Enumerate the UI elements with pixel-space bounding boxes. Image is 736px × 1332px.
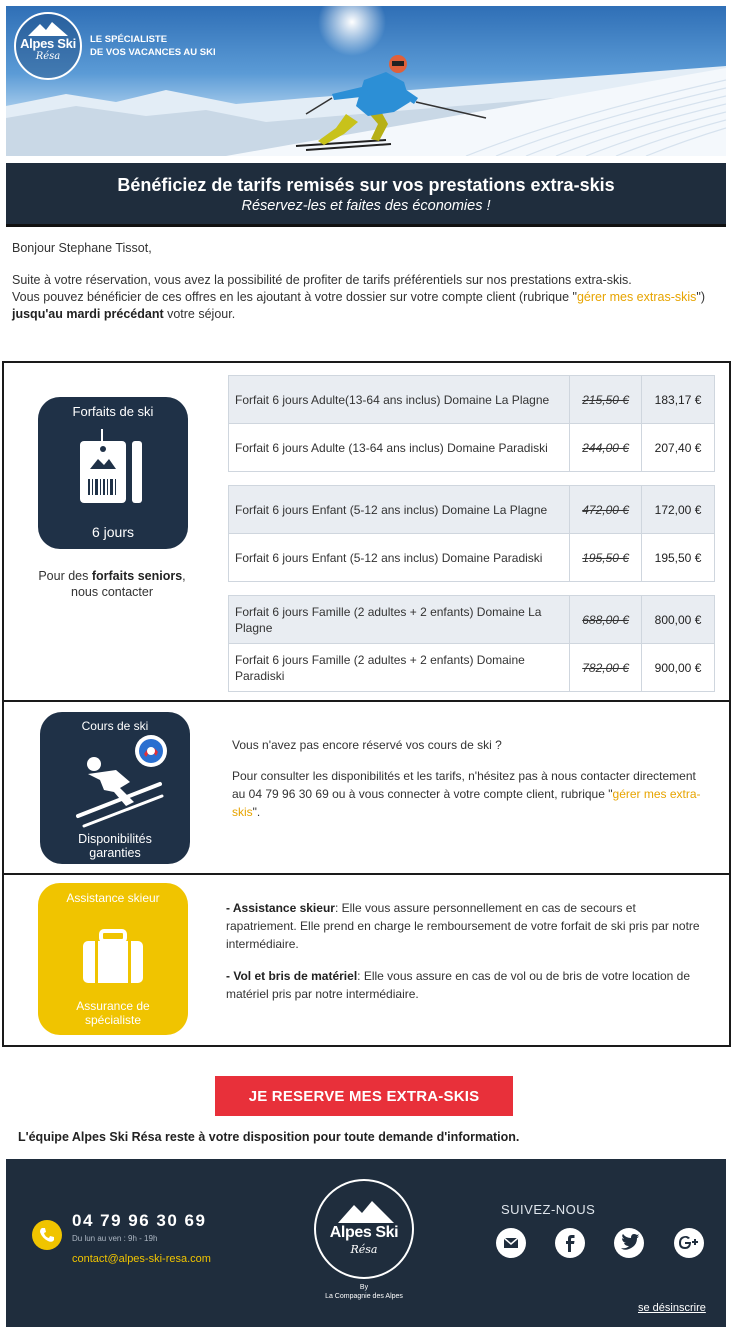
cours-text xyxy=(232,736,702,821)
assistance-tile-sub xyxy=(38,999,188,1027)
old-price: 688,00 € xyxy=(570,596,642,644)
cours-body-a: Pour consulter les disponibilités et les tarifs, n'hésitez pas à nous contacter directement au 04 79 96 30 69 ou à vous connecter à votre compte client, rubrique " xyxy=(232,769,696,801)
price-table-child xyxy=(228,485,715,582)
intro-p1-text: Suite à votre réservation, vous avez la possibilité de profiter de tarifs préférentiels sur nos prestations extra-skis. xyxy=(12,273,632,287)
intro-paragraph-1 xyxy=(12,272,716,289)
cours-tile-sub xyxy=(40,832,190,860)
forfaits-tile xyxy=(38,397,188,549)
intro-text xyxy=(12,240,716,338)
table-row[interactable] xyxy=(229,534,715,582)
tagline xyxy=(90,33,216,59)
assistance-sub-1: Assurance de xyxy=(76,999,150,1013)
cours-question: Vous n'avez pas encore réservé vos cours de ski ? xyxy=(232,738,502,752)
cours-tile xyxy=(40,712,190,864)
old-price: 195,50 € xyxy=(570,534,642,582)
mountain-icon xyxy=(338,1201,394,1223)
product-name: Forfait 6 jours Adulte (13-64 ans inclus) Domaine Paradiski xyxy=(229,424,570,472)
brand-logo[interactable] xyxy=(14,12,82,80)
by-label: By xyxy=(359,1284,369,1291)
footer-email-link[interactable]: contact@alpes-ski-resa.com xyxy=(72,1253,211,1265)
assistance-p2-text: : Elle vous assure en cas de vol ou de bris de votre location de matériel pris par notre intermédiaire. xyxy=(226,969,691,1001)
table-row[interactable] xyxy=(229,644,715,692)
note-seniors: forfaits seniors xyxy=(91,569,183,583)
hero-banner xyxy=(6,6,726,156)
banner-subtitle: Réservez-les et faites des économies ! xyxy=(241,198,491,214)
email-icon[interactable] xyxy=(496,1228,526,1258)
tagline-line-1: LE SPÉCIALISTE xyxy=(90,34,168,45)
note-a: Pour des xyxy=(38,569,92,583)
unsubscribe-link[interactable]: se désinscrire xyxy=(638,1302,706,1314)
ski-hero-image xyxy=(6,6,726,156)
table-row[interactable] xyxy=(229,376,715,424)
manage-extras-link[interactable]: gérer mes extras-skis xyxy=(576,290,697,304)
cours-sub-1: Disponibilités xyxy=(78,832,152,846)
note-b: , xyxy=(182,569,186,583)
cours-body-b: ". xyxy=(252,805,261,819)
footer-logo-subtext: Résa xyxy=(350,1243,378,1256)
facebook-icon[interactable] xyxy=(555,1228,585,1258)
new-price: 172,00 € xyxy=(642,486,715,534)
assistance-p1-title: - Assistance skieur xyxy=(226,901,335,915)
intro-paragraph-2 xyxy=(12,289,716,323)
assistance-text xyxy=(226,899,706,1003)
logo-subtext: Résa xyxy=(35,51,61,62)
intro-p2-b: ") xyxy=(696,290,706,304)
assistance-p2-title: - Vol et bris de matériel xyxy=(226,969,358,983)
footer-logo-text: Alpes Ski xyxy=(329,1224,399,1241)
new-price: 800,00 € xyxy=(642,596,715,644)
note-contact: nous contacter xyxy=(71,585,153,599)
assistance-tile xyxy=(38,883,188,1035)
price-table-family xyxy=(228,595,715,692)
seniors-note xyxy=(22,568,202,600)
product-name: Forfait 6 jours Adulte(13-64 ans inclus) Domaine La Plagne xyxy=(229,376,570,424)
assistance-sub-2: spécialiste xyxy=(84,1013,142,1027)
skier-icon xyxy=(74,750,164,830)
logo-text: Alpes Ski xyxy=(20,36,76,51)
intro-p2-c: votre séjour. xyxy=(163,307,236,321)
price-table-adult xyxy=(228,375,715,472)
product-name: Forfait 6 jours Famille (2 adultes + 2 enfants) Domaine Paradiski xyxy=(229,644,570,692)
suitcase-icon xyxy=(81,929,145,985)
table-row[interactable] xyxy=(229,486,715,534)
table-row[interactable] xyxy=(229,424,715,472)
assistance-tile-title: Assistance skieur xyxy=(66,891,160,905)
forfaits-section xyxy=(2,361,731,702)
tagline-line-2: DE VOS VACANCES AU SKI xyxy=(90,47,216,58)
assistance-section xyxy=(2,875,731,1047)
intro-p2-a: Vous pouvez bénéficier de ces offres en les ajoutant à votre dossier sur votre compte client (rubrique " xyxy=(12,290,577,304)
old-price: 472,00 € xyxy=(570,486,642,534)
phone-icon xyxy=(32,1220,62,1250)
old-price: 244,00 € xyxy=(570,424,642,472)
new-price: 207,40 € xyxy=(642,424,715,472)
footer-logo[interactable] xyxy=(314,1179,414,1279)
forfaits-tile-title: Forfaits de ski xyxy=(72,404,154,419)
promo-banner xyxy=(6,163,726,227)
greeting: Bonjour Stephane Tissot, xyxy=(12,241,152,255)
manage-extras-link-2[interactable]: gérer mes extra-skis xyxy=(232,787,701,819)
product-name: Forfait 6 jours Enfant (5-12 ans inclus) Domaine Paradiski xyxy=(229,534,570,582)
team-message: L'équipe Alpes Ski Résa reste à votre disposition pour toute demande d'information. xyxy=(18,1130,520,1144)
new-price: 195,50 € xyxy=(642,534,715,582)
table-row[interactable] xyxy=(229,596,715,644)
old-price: 215,50 € xyxy=(570,376,642,424)
assistance-para-2 xyxy=(226,967,706,1003)
banner-title: Bénéficiez de tarifs remisés sur vos prestations extra-skis xyxy=(117,175,615,195)
forfaits-duration: 6 jours xyxy=(91,524,135,540)
cours-sub-2: garanties xyxy=(89,846,141,860)
product-name: Forfait 6 jours Famille (2 adultes + 2 enfants) Domaine La Plagne xyxy=(229,596,570,644)
intro-deadline: jusqu'au mardi précédant xyxy=(12,307,164,321)
footer xyxy=(6,1159,726,1327)
cours-body xyxy=(232,767,702,821)
parent-company: La Compagnie des Alpes xyxy=(325,1293,403,1300)
reserve-extras-button[interactable]: JE RESERVE MES EXTRA-SKIS xyxy=(215,1076,513,1116)
cours-section xyxy=(2,702,731,875)
cours-tile-title: Cours de ski xyxy=(81,719,149,733)
footer-hours: Du lun au ven : 9h - 19h xyxy=(72,1234,158,1243)
assistance-para-1 xyxy=(226,899,706,953)
new-price: 183,17 € xyxy=(642,376,715,424)
ski-pass-icon xyxy=(78,427,148,509)
old-price: 782,00 € xyxy=(570,644,642,692)
follow-us-label: SUIVEZ-NOUS xyxy=(501,1202,596,1217)
new-price: 900,00 € xyxy=(642,644,715,692)
footer-by xyxy=(306,1283,422,1301)
twitter-icon[interactable] xyxy=(614,1228,644,1258)
google-plus-icon[interactable] xyxy=(674,1228,704,1258)
assistance-p1-text: : Elle vous assure personnellement en cas de secours et rapatriement. Elle prend en charge le remboursement de votre forfait de ski pris par notre intermédiaire. xyxy=(226,901,700,951)
product-name: Forfait 6 jours Enfant (5-12 ans inclus) Domaine La Plagne xyxy=(229,486,570,534)
footer-phone[interactable]: 04 79 96 30 69 xyxy=(72,1211,207,1230)
mountain-icon xyxy=(28,22,68,36)
